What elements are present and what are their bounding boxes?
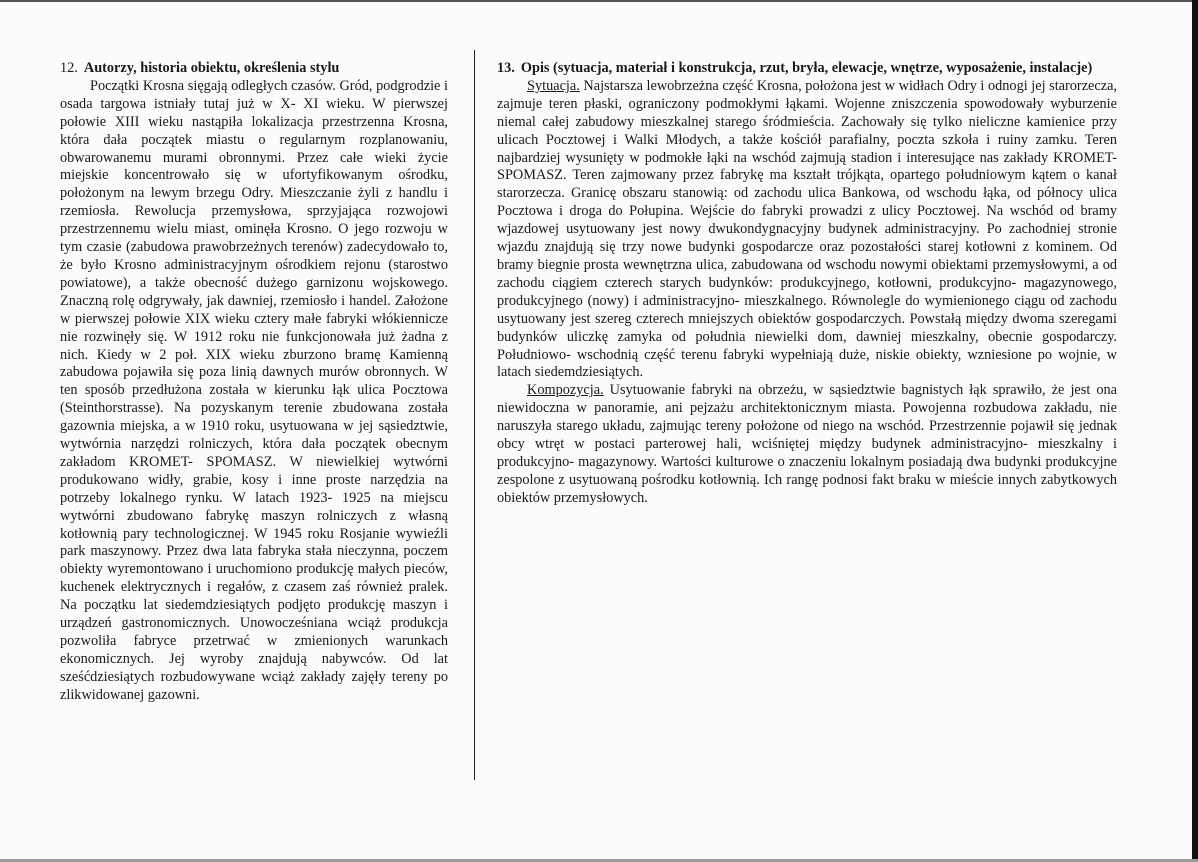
- paragraph-sytuacja: [497, 78, 1117, 382]
- left-column: [60, 60, 448, 705]
- column-divider: [474, 50, 475, 780]
- paragraph-kompozycja-body: Usytuowanie fabryki na obrzeżu, w sąsiedztwie bagnistych łąk sprawiło, że jest ona niewidoczna w panoramie, ani pejzażu architektonicznym miasta. Powojenna rozbudowa zakładu, nie naruszyła starego układu, zajmując tereny położone od niego na wschód. Przestrzennie pojawił się jednak obcy wtręt w postaci parterowej hali, wciśniętej między budynek administracyjno- mieszkalny i produkcyjno- magazynowy. Wartości kulturowe o znaczeniu lokalnym posiadają dwa budynki produkcyjne zespolone z usytuowaną pośrodku kotłownią. Ich rangę podnosi fakt braku w mieście innych zabytkowych obiektów przemysłowych.: [497, 382, 1117, 506]
- section-12-title: Autorzy, historia obiektu, określenia stylu: [83, 60, 340, 76]
- section-13-title: Opis (sytuacja, materiał i konstrukcja, rzut, bryła, elewacje, wnętrze, wyposażenie, instalacje): [520, 60, 1093, 76]
- scan-edge-top: [0, 0, 1198, 2]
- scan-edge-right: [1192, 0, 1198, 862]
- section-12-number: 12.: [60, 60, 78, 76]
- paragraph-kompozycja: [497, 382, 1117, 507]
- section-13-number: 13.: [497, 60, 515, 76]
- section-12-body: Początki Krosna sięgają odległych czasów. Gród, podgrodzie i osada targowa istniały tutaj już w X- XI wieku. W pierwszej połowie XIII wieku nastąpiła lokalizacja przestrzenna Krosna, która dała początek miastu o regularnym rozplanowaniu, obwarowanemu murami obronnymi. Przez całe wieki życie miejskie koncentrowało się w ufortyfikowanym ośrodku, położonym na lewym brzegu Odry. Mieszczanie żyli z handlu i rzemiosła. Rewolucja przemysłowa, sprzyjająca rozwojowi przestrzennemu wielu miast, ominęła Krosno. O jego rozwoju w tym czasie (zabudowa prawobrzeżnych terenów) zadecydowało to, że było Krosno administracyjnym ośrodkiem rejonu (starostwo powiatowe), a także obecność dużego garnizonu wojskowego. Znaczną rolę odgrywały, jak dawniej, rzemiosło i handel. Założone w pierwszej połowie XIX wieku cztery małe fabryki włókiennicze nie rozwinęły się. W 1912 roku nie funkcjonowała już żadna z nich. Kiedy w 2 poł. XIX wieku zburzono bramę Kamienną zabudowa pojawiła się poza linią dawnych murów obronnych. W ten sposób przedłużona została w kierunku łąk ulica Pocztowa (Steinthorstrasse). Na pozyskanym terenie zbudowana została gazownia miejska, a w 1910 roku, usytuowana w jej sąsiedztwie, wytwórnia narzędzi rolniczych, która dała początek obecnym zakładom KROMET- SPOMASZ. W niewielkiej wytwórni produkowano widły, grabie, kosy i inne proste narzędzia na potrzeby lokalnego rynku. W latach 1923- 1925 na miejscu wytwórni zbudowano fabrykę maszyn rolniczych z własną kotłownią pary technologicznej. W 1945 roku Rosjanie wywieźli park maszynowy. Przez dwa lata fabryka stała nieczynna, poczem obiekty wyremontowano i uruchomiono produkcję małych pieców, kuchenek elektrycznych i regałów, z czasem zaś również pralek. Na początku lat siedemdziesiątych podjęto produkcję maszyn i urządzeń gastronomicznych. Unowocześniana wciąż produkcja pozwoliła fabryce przetrwać w zmienionych warunkach ekonomicznych. Jej wyroby znajdują nabywców. Od lat sześćdziesiątych rozbudowywane wciąż zakłady zajęły tereny po zlikwidowanej gazowni.: [60, 77, 448, 703]
- paragraph-kompozycja-lead: Kompozycja.: [527, 382, 604, 399]
- paragraph-sytuacja-lead: Sytuacja.: [527, 77, 580, 94]
- paragraph-sytuacja-body: Najstarsza lewobrzeżna część Krosna, położona jest w widłach Odry i odnogi jej starorzecza, zajmuje teren płaski, ograniczony podmokłymi łąkami. Wojenne zniszczenia spowodowały wyburzenie niemal całej zabudowy mieszkalnej starego śródmieścia. Zachowały się tylko nieliczne kamienice przy ulicach Pocztowej i Walki Młodych, a także kościół parafialny, poczta szkoła i ruiny zamku. Teren najbardziej wysunięty w podmokłe łąki na wschód zajmują stadion i interesujące nas zakłady KROMET- SPOMASZ. Teren zajmowany przez fabrykę ma kształt trójkąta, opartego południowym kątem o kanał starorzecza. Granicę obszaru stanowią: od zachodu ulica Bankowa, od wschodu łąka, od północy ulica Pocztowa i droga do Połupina. Wejście do fabryki prowadzi z ulicy Pocztowej. Na wschód od bramy wjazdowej usytuowany jest nowy dwukondygnacyjny budynek administracyjny. Po zachodniej stronie wjazdu znajdują się trzy nowe budynki gospodarcze oraz pozostałości starej kotłowni z kominem. Od bramy biegnie prosta wewnętrzna ulica, zabudowana od wschodu nowymi obiektami przemysłowymi, a od zachodu ciągiem czterech starych budynków: produkcyjnego, kotłowni, produkcyjno- magazynowego, produkcyjnego (nowy) i administracyjno- mieszkalnego. Równolegle do wymienionego ciągu od zachodu usytuowany jest szereg czterech mniejszych obiektów gospodarczych. Powstałą między dwoma szeregami budynków uliczkę zamyka od południa niewielki dom, dawniej mieszkalny, obecnie gospodarczy. Południowo- wschodnią część terenu fabryki wypełniają duże, niskie obiekty, wzniesione po wojnie, w latach siedemdziesiątych.: [497, 77, 1117, 381]
- section-12-heading: [60, 60, 448, 78]
- right-column: [497, 60, 1117, 508]
- section-13-heading: [497, 60, 1117, 78]
